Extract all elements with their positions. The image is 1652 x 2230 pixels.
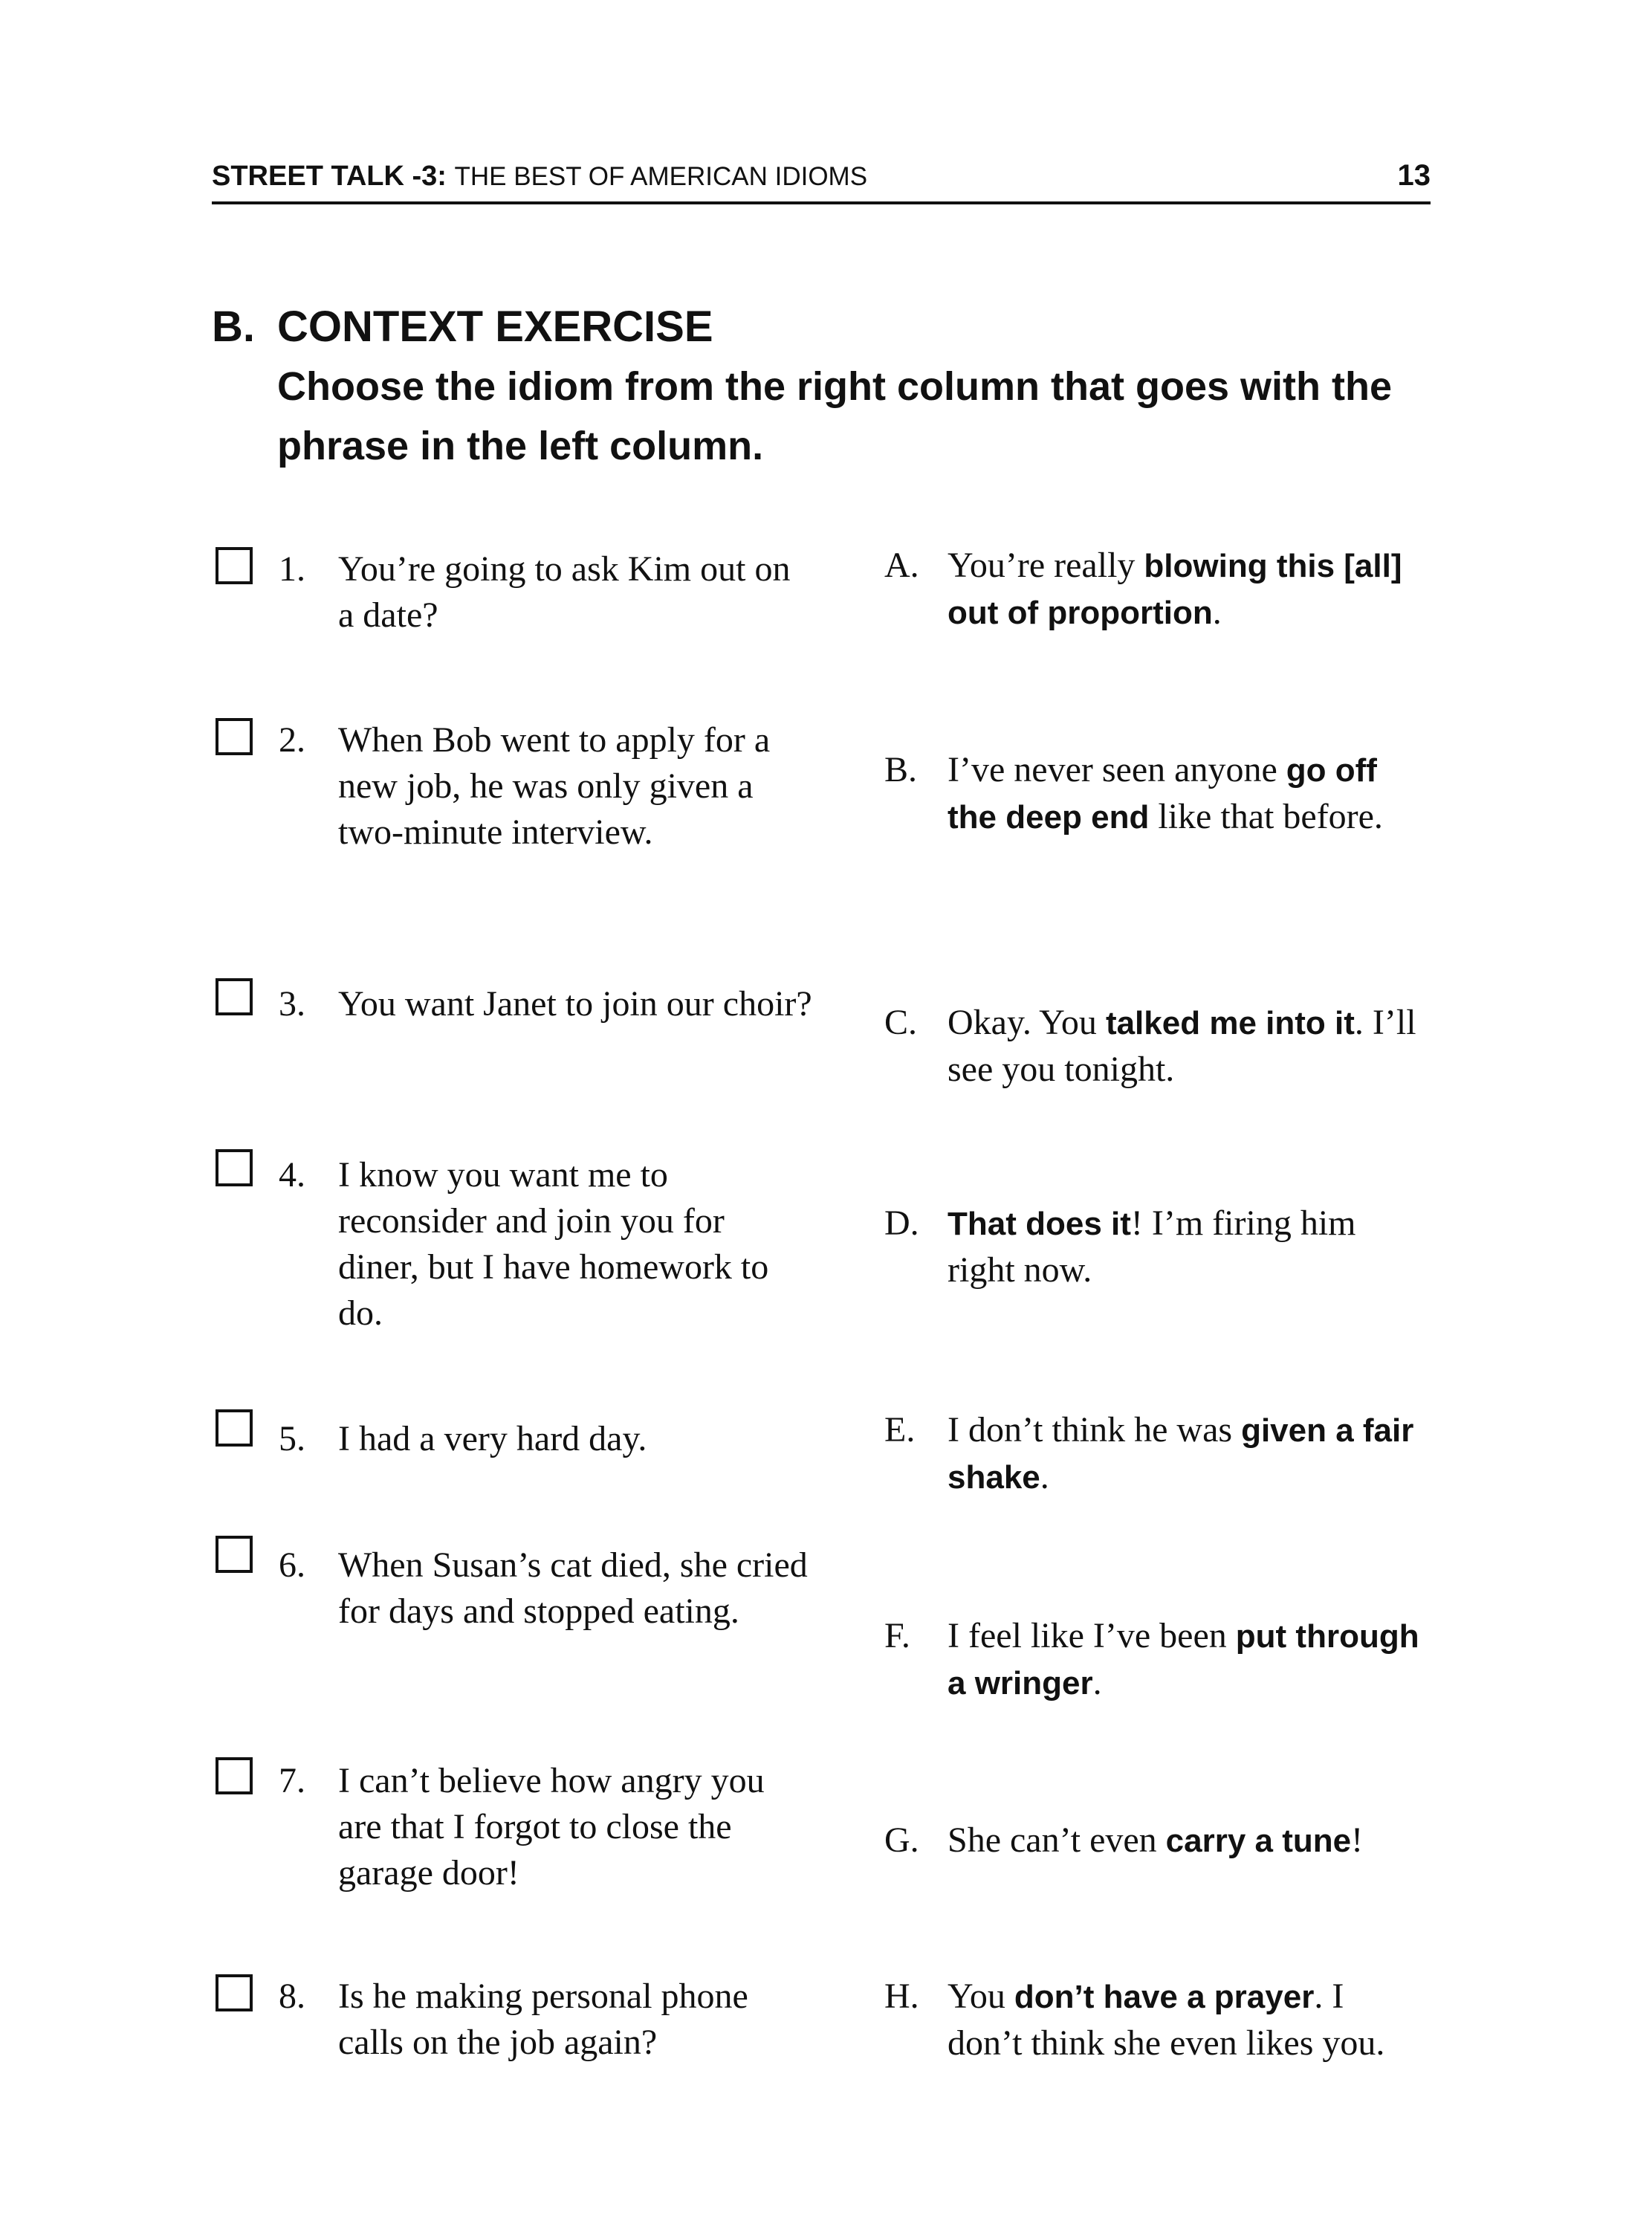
answer-checkbox[interactable] [216, 1974, 253, 2011]
idiom: given a fair shake [948, 1412, 1414, 1496]
phrase-number: 6. [279, 1545, 305, 1585]
idiom: That does it [948, 1206, 1131, 1242]
answer-text-after: . I’ll see you tonight. [948, 1003, 1416, 1089]
answer-text-before: She can’t even [948, 1820, 1166, 1860]
answer-text-after: . [1040, 1457, 1049, 1496]
phrase-number: 5. [279, 1419, 305, 1458]
answer-text [948, 1817, 1423, 1864]
idiom: go off the deep end [948, 752, 1377, 836]
section-title [212, 297, 1445, 357]
header-divider [212, 201, 1431, 204]
answer-letter: E. [884, 1410, 916, 1450]
answer-text [948, 1974, 1423, 2066]
answer-text [948, 1407, 1423, 1501]
answer-text-after: . I don’t think she even likes you. [948, 1977, 1385, 2063]
section-letter: B. [212, 303, 255, 351]
phrase-text: You want Janet to join our choir? [338, 984, 812, 1024]
answer-text-after: ! [1351, 1820, 1364, 1860]
phrase-text: You’re going to ask Kim out on a date? [338, 549, 791, 635]
answer-letter: A. [884, 546, 919, 585]
answer-letter: D. [884, 1203, 919, 1243]
answer-text-after: . [1212, 592, 1222, 632]
section-title-text: CONTEXT EXERCISE [277, 303, 713, 351]
answer-text-before: Okay. You [948, 1003, 1106, 1042]
phrase-text: Is he making personal phone calls on the job again? [338, 1977, 748, 2062]
idiom: carry a tune [1165, 1823, 1352, 1859]
exercise-heading [212, 297, 1445, 476]
answer-letter: F. [884, 1616, 910, 1655]
answer-text-before: I feel like I’ve been [948, 1616, 1236, 1655]
answer-text [948, 1000, 1423, 1093]
answer-letter: G. [884, 1820, 919, 1860]
answer-letter: C. [884, 1003, 918, 1042]
answer-text-before: I don’t think he was [948, 1410, 1242, 1450]
page-number: 13 [1397, 159, 1431, 192]
phrase-text: When Susan’s cat died, she cried for days and stopped eating. [338, 1545, 808, 1631]
answer-text-before: You [948, 1977, 1014, 2016]
answer-checkbox[interactable] [216, 1409, 253, 1447]
answer-text-before: You’re really [948, 546, 1144, 585]
running-header [212, 145, 1431, 204]
book-subtitle: THE BEST OF AMERICAN IDIOMS [454, 162, 868, 191]
idiom: talked me into it [1105, 1005, 1355, 1041]
phrase-text: I know you want me to reconsider and join you for diner, but I have homework to do. [338, 1155, 769, 1333]
idiom: blowing this [all] out of proportion [948, 548, 1402, 631]
answer-text-after: . [1092, 1663, 1102, 1702]
answer-text [948, 1200, 1423, 1293]
answer-letter: H. [884, 1977, 919, 2016]
instructions: Choose the idiom from the right column that goes with the phrase in the left column. [277, 364, 1393, 468]
answer-checkbox[interactable] [216, 1757, 253, 1794]
answer-text-after: ! I’m firing him right now. [948, 1203, 1356, 1290]
phrase-text: I can’t believe how angry you are that I forgot to close the garage door! [338, 1761, 765, 1893]
answer-text-after: like that before. [1149, 797, 1383, 836]
running-title [212, 161, 867, 193]
phrase-number: 7. [279, 1761, 305, 1800]
answer-text-before: I’ve never seen anyone [948, 750, 1286, 789]
answer-text [948, 1613, 1423, 1707]
phrase-number: 3. [279, 984, 305, 1024]
phrase-text: When Bob went to apply for a new job, he was only given a two-minute interview. [338, 720, 771, 852]
phrase-number: 1. [279, 549, 305, 589]
answer-checkbox[interactable] [216, 1149, 253, 1186]
answer-text [948, 543, 1423, 636]
series-title: STREET TALK -3: [212, 161, 447, 192]
answer-checkbox[interactable] [216, 1536, 253, 1573]
phrase-number: 2. [279, 720, 305, 760]
answer-checkbox[interactable] [216, 547, 253, 584]
answer-checkbox[interactable] [216, 718, 253, 755]
phrase-number: 8. [279, 1977, 305, 2016]
answer-checkbox[interactable] [216, 978, 253, 1015]
idiom: don’t have a prayer [1014, 1979, 1315, 2015]
idiom: put through a wringer [948, 1618, 1419, 1701]
answer-text [948, 747, 1423, 841]
phrase-text: I had a very hard day. [338, 1419, 647, 1458]
answer-letter: B. [884, 750, 918, 789]
phrase-number: 4. [279, 1155, 305, 1195]
